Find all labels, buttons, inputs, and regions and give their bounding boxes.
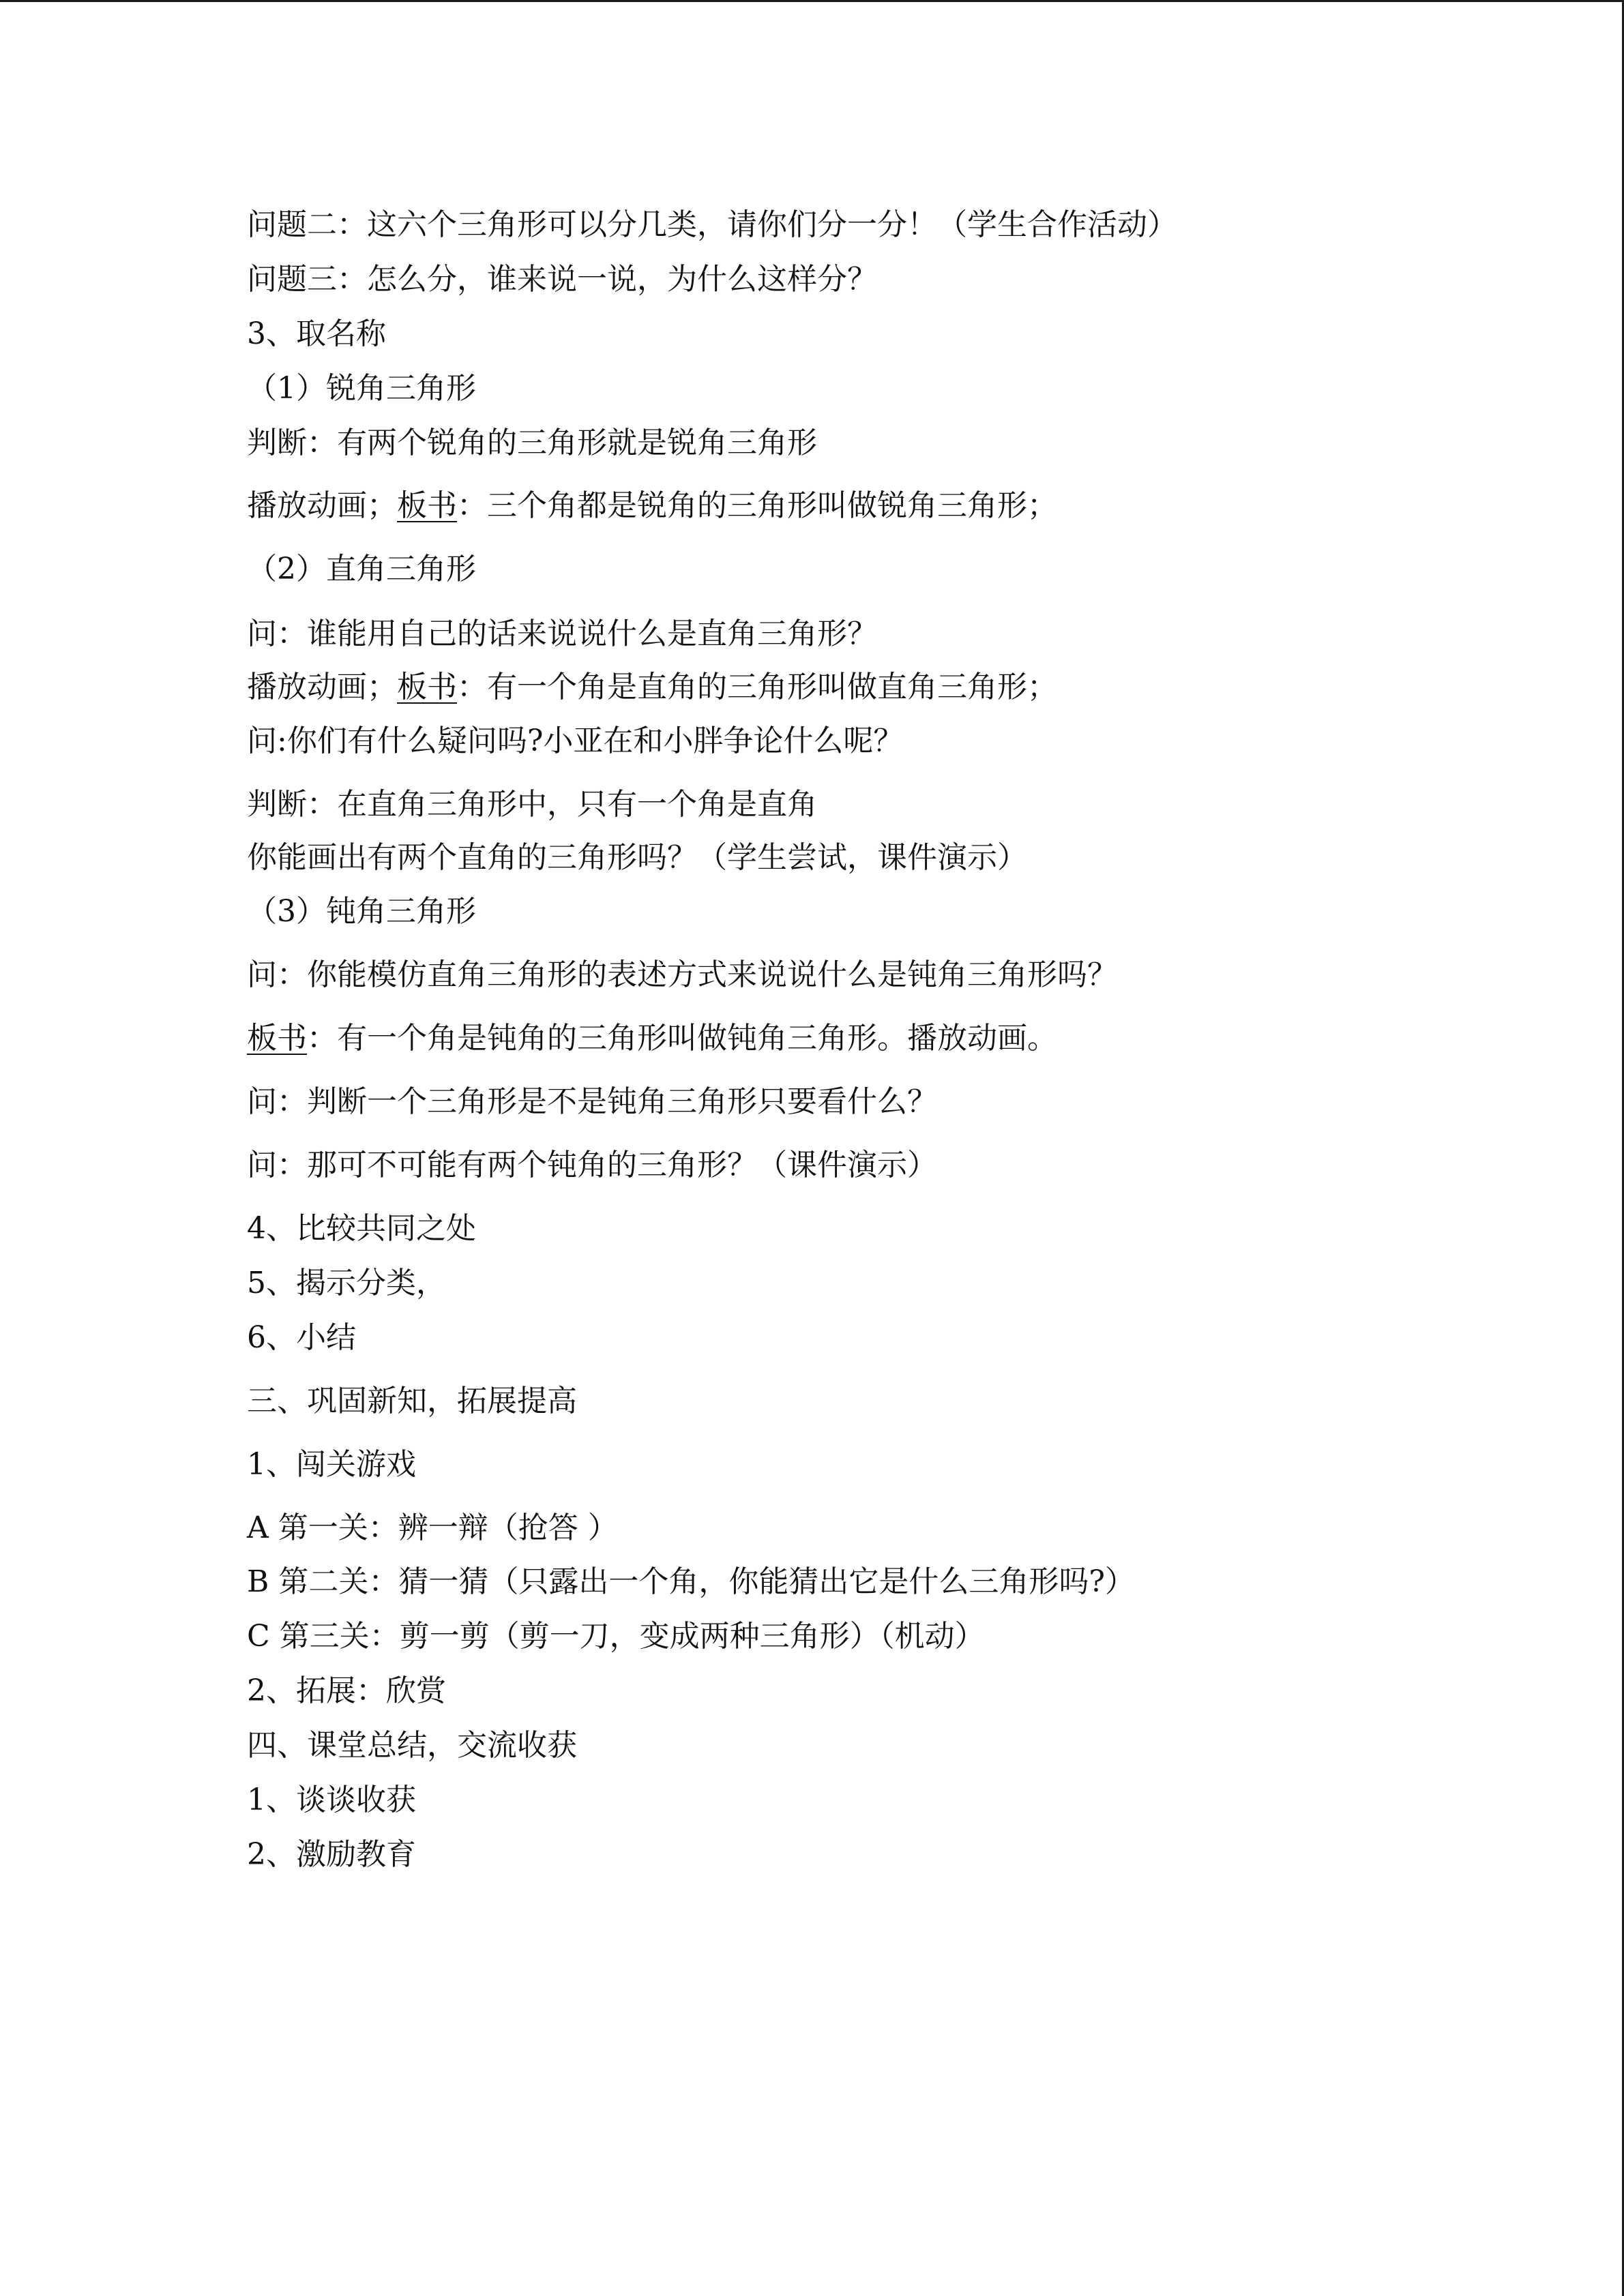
line-acute-judge: 判断：有两个锐角的三角形就是锐角三角形 [247, 426, 817, 460]
line-obtuse-board [247, 1018, 1057, 1059]
line-right-board [247, 667, 1057, 708]
line-level-b: B 第二关：猜一猜（只露出一个角，你能猜出它是什么三角形吗?） [247, 1564, 1135, 1599]
line-compare: 4、比较共同之处 [247, 1211, 476, 1246]
line-naming-heading: 3、取名称 [247, 316, 386, 351]
line-right-question: 问：谁能用自己的话来说说什么是直角三角形？ [247, 616, 877, 651]
line-obtuse-question: 问：你能模仿直角三角形的表述方式来说说什么是钝角三角形吗？ [247, 957, 1117, 992]
line-acute-board [247, 486, 1057, 526]
line-level-c: C 第三关：剪一剪（剪一刀，变成两种三角形）（机动） [247, 1619, 985, 1654]
line-right-heading: （2）直角三角形 [247, 552, 476, 586]
line-suffix: ：有一个角是直角的三角形叫做直角三角形； [457, 670, 1057, 704]
line-prefix: 播放动画； [247, 670, 397, 704]
line-classify: 5、揭示分类， [247, 1266, 446, 1300]
line-section-four: 四、课堂总结，交流收获 [247, 1728, 577, 1763]
line-acute-heading: （1）锐角三角形 [247, 371, 476, 406]
line-section-three: 三、巩固新知，拓展提高 [247, 1384, 577, 1418]
page-top-border [0, 0, 1624, 2]
board-underlined-label: 板书 [247, 1021, 307, 1056]
board-underlined-label: 板书 [397, 670, 457, 704]
line-level-a: A 第一关：辨一辩（抢答 ） [247, 1510, 618, 1545]
line-obtuse-heading: （3）钝角三角形 [247, 894, 476, 929]
line-suffix: ：有一个角是钝角的三角形叫做钝角三角形。播放动画。 [307, 1021, 1057, 1056]
line-doubt-question: 问:你们有什么疑问吗?小亚在和小胖争论什么呢？ [247, 724, 904, 758]
line-question-two: 问题二：这六个三角形可以分几类，请你们分一分！（学生合作活动） [247, 207, 1177, 242]
line-encourage: 2、激励教育 [247, 1837, 416, 1872]
line-gains: 1、谈谈收获 [247, 1783, 416, 1817]
line-extension: 2、拓展：欣赏 [247, 1673, 446, 1708]
line-two-obtuse-question: 问：那可不可能有两个钝角的三角形？（课件演示） [247, 1148, 937, 1182]
line-prefix: 播放动画； [247, 488, 397, 523]
line-draw-question: 你能画出有两个直角的三角形吗？（学生尝试，课件演示） [247, 840, 1027, 875]
line-game-heading: 1、闯关游戏 [247, 1447, 416, 1482]
line-question-three: 问题三：怎么分，谁来说一说，为什么这样分？ [247, 262, 877, 297]
line-right-judge: 判断：在直角三角形中，只有一个角是直角 [247, 787, 817, 822]
line-summary: 6、小结 [247, 1320, 356, 1355]
board-underlined-label: 板书 [397, 488, 457, 523]
line-suffix: ：三个角都是锐角的三角形叫做锐角三角形； [457, 488, 1057, 523]
line-obtuse-judge-question: 问：判断一个三角形是不是钝角三角形只要看什么？ [247, 1084, 937, 1119]
